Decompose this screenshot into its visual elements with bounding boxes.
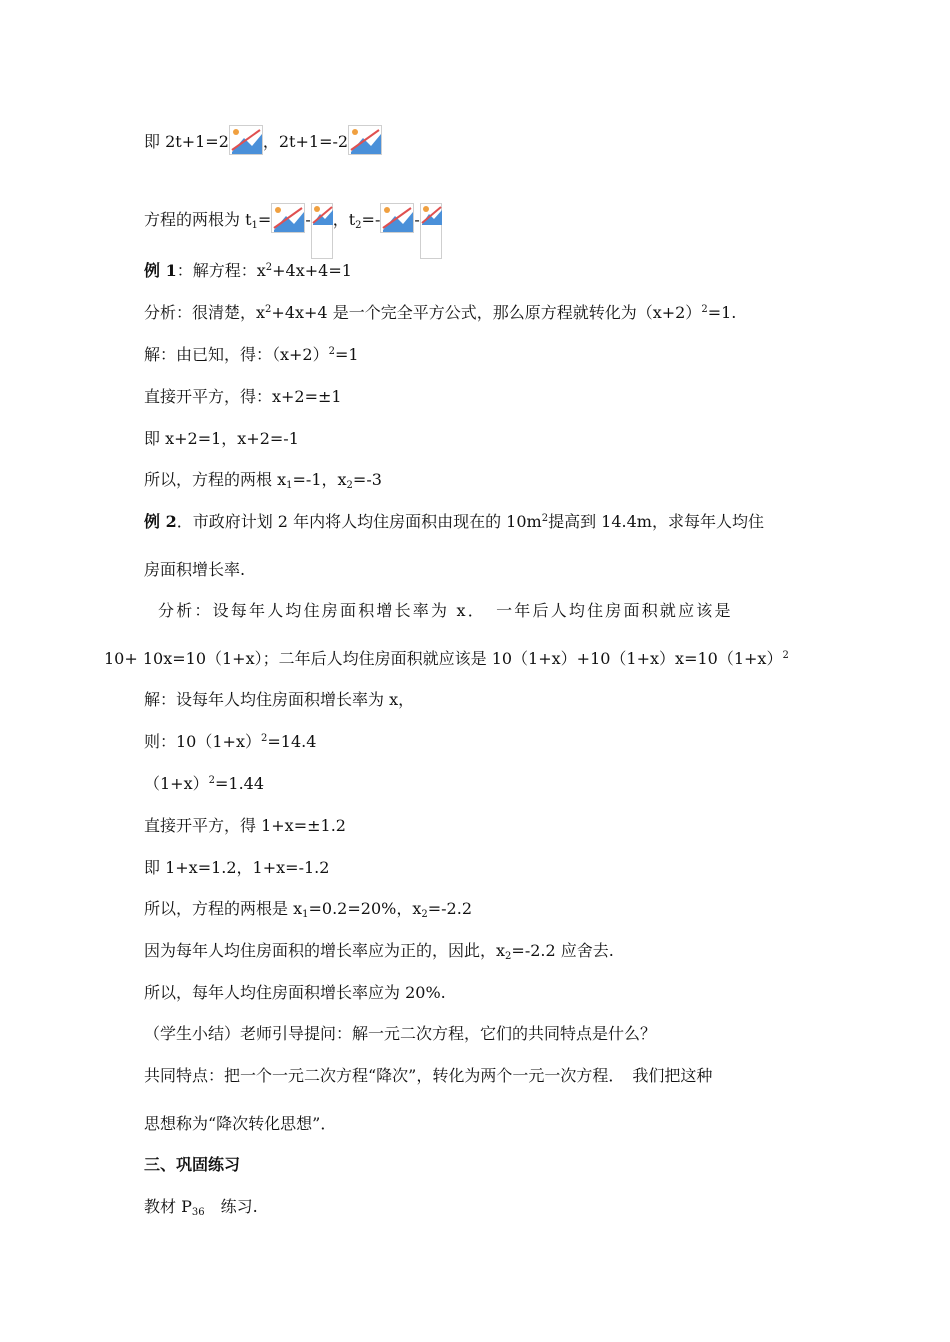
common-feature: 共同特点：把一个一元二次方程“降次”，转化为两个一元一次方程． 我们把这种 bbox=[144, 1066, 713, 1085]
equation-line-1: 即 2t+1=2 ，2t+1=-2 bbox=[144, 125, 382, 155]
student-summary: （学生小结）老师引导提问：解一元二次方程，它们的共同特点是什么？ bbox=[144, 1024, 657, 1043]
split-equations-2: 即 1+x=1.2，1+x=-1.2 bbox=[144, 858, 330, 877]
split-equations-1: 即 x+2=1，x+2=-1 bbox=[144, 429, 299, 448]
section-heading-3: 三、巩固练习 bbox=[144, 1155, 241, 1174]
equation-2b: $(1+x)^2=1.44$ bbox=[144, 774, 265, 793]
example-2-heading-cont: 房面积增长率. bbox=[144, 560, 246, 579]
broken-image-icon bbox=[420, 203, 442, 259]
broken-image-icon bbox=[271, 203, 305, 233]
broken-image-icon bbox=[380, 203, 414, 233]
result-1: 所以，方程的两根 $x_1=-1$，$x_2=-3$ bbox=[144, 470, 382, 491]
textbook-exercise: 教材 $P_{36}$ 练习. bbox=[144, 1197, 258, 1218]
analysis-2: 分析：设每年人均住房面积增长率为 x． 一年后人均住房面积就应该是 bbox=[158, 601, 733, 620]
result-3: 所以，每年人均住房面积增长率应为 20%. bbox=[144, 983, 446, 1002]
solution-1: 解：由已知，得：$(x+2)^2=1$ bbox=[144, 345, 359, 364]
analysis-1: 分析：很清楚，$x^2+4x+4$ 是一个完全平方公式，那么原方程就转化为$(x+2)^2=1$. bbox=[144, 303, 737, 322]
equation-line-2: 方程的两根为 $t_1=$ - ，$t_2=-$ - bbox=[144, 203, 442, 259]
broken-image-icon bbox=[311, 203, 333, 259]
square-root-step-2: 直接开平方，得 1+x=±1.2 bbox=[144, 816, 346, 835]
broken-image-icon bbox=[229, 125, 263, 155]
reason-line: 因为每年人均住房面积的增长率应为正的，因此，$x_2=-2.2$ 应舍去. bbox=[144, 941, 614, 962]
example-1-heading: 例 1：解方程：$x^2+4x+4=1$ bbox=[144, 261, 352, 280]
broken-image-icon bbox=[348, 125, 382, 155]
example-2-heading: 例 2．市政府计划 2 年内将人均住房面积由现在的 $10m^2$提高到 14.4m，求每年人均住 bbox=[144, 512, 764, 531]
analysis-2-cont: 10+ 10x=10（1+x）；二年后人均住房面积就应该是 $10(1+x)+10(1+x)x=10(1+x)^2$ bbox=[104, 649, 789, 668]
square-root-step-1: 直接开平方，得：x+2=±1 bbox=[144, 387, 342, 406]
result-2: 所以，方程的两根是 $x_1=0.2=20\%$，$x_2=-2.2$ bbox=[144, 899, 472, 920]
equation-2: 则：$10(1+x)^2=14.4$ bbox=[144, 732, 317, 751]
solution-2: 解：设每年人均住房面积增长率为 x， bbox=[144, 690, 415, 709]
common-feature-cont: 思想称为“降次转化思想”． bbox=[144, 1114, 337, 1133]
